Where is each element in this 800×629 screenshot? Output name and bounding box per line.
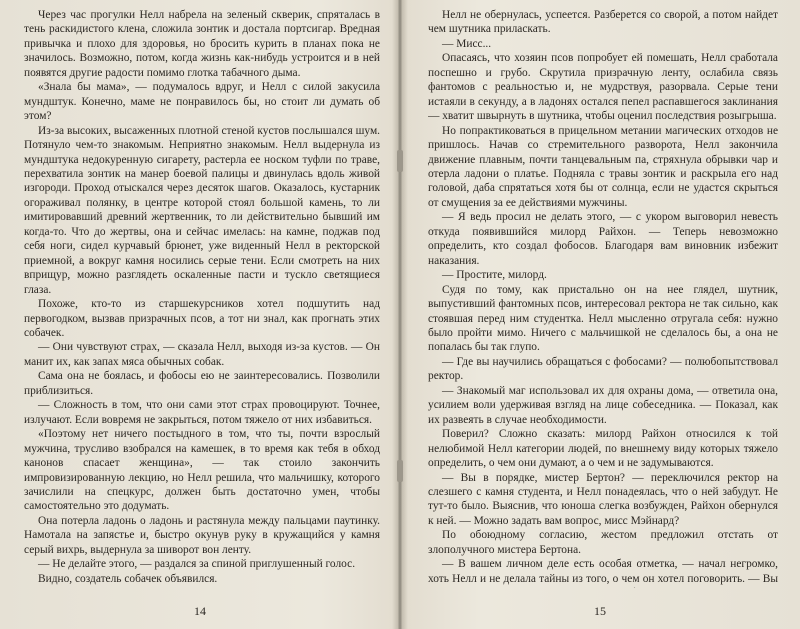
paragraph: Похоже, кто-то из старшекурсников хотел подшутить над первогодком, вызвав призрачных псов, а тот ни знал, как прогнать этих собачек. [24,298,380,339]
paragraph: — Сложность в том, что они сами этот страх провоцируют. Точнее, излучают. Если вовремя не закрыться, потом тяжело от них избавиться. [24,399,380,426]
paragraph: По обоюдному согласию, жестом предложил отстать от злополучного мистера Бертона. [428,529,778,556]
paragraph: — Простите, милорд. [442,269,547,282]
paragraph: Опасаясь, что хозяин псов попробует ей помешать, Нелл сработала поспешно и грубо. Скрутила призрачную ленту, ослабила связь фантомов с реальностью и, не мудрствуя, разорвала. Серые тени истаяли в секунду, а в ладонях остался пепел распавшегося заклинания — хватит швырнуть в шутника, чтобы оценил последствия розыгрыша. [428,52,778,123]
paragraph: «Знала бы мама», — подумалось вдруг, и Нелл с силой закусила мундштук. Конечно, маме не понравилось бы, но стоит ли думать об этом? [24,81,380,123]
paragraph: Сама она не боялась, и фобосы ею не заинтересовались. Позволили приблизиться. [24,370,380,397]
right-page [400,0,800,629]
paragraph: Видно, создатель собачек объявился. [38,572,218,585]
paragraph: — Где вы научились обращаться с фобосами? — полюбопытствовал ректор. [428,355,778,383]
paragraph: Она потерла ладонь о ладонь и растянула между пальцами паутинку. Намотала на запястье и, быстро окунув руку в кружащийся у камня серый вихрь, выдернула за шиворот вон ленту. [24,514,380,556]
paragraph: Судя по тому, как пристально он на нее глядел, шутник, выпустивший фантомных псов, интересовал ректора не так сильно, как стоявшая перед ним студентка. Нелл мысленно отругала себя: нужно было пройти мимо. Ничего с мальчишкой не сделалось бы, а она не попалась бы так глупо. [428,283,778,354]
paragraph: — Они чувствуют страх, — сказала Нелл, выходя из-за кустов. — Он манит их, как запах мяса обычных собак. [24,341,380,368]
left-page-text [24,8,380,588]
paragraph: — Я ведь просил не делать этого, — с укором выговорил невесть откуда появившийся милорд Райхон. — Теперь невозможно определить, кто создал фобосов. Благодаря вам виновник избежит наказания. [428,211,778,267]
paragraph: — В вашем личном деле есть особая отметка, — начал негромко, хоть Нелл и не делала тайны из того, о чем он хотел поговорить. — Вы [428,558,778,585]
page-number: 14 [194,604,206,618]
paragraph: «Поэтому нет ничего постыдного в том, что ты, почти взрослый мужчина, трусливо взобрался на камешек, в то время как тебя в обход канонов спасает женщина», — так стоило закончить импровизированную лекцию, но Нелл решила, что мальчишку, которого зачислили на спецкурс, должен быть достаточно умен, чтобы самостоятельно это додумать. [24,428,380,513]
paragraph: Но попрактиковаться в прицельном метании магических отходов не пришлось. Начав со стремительного разворота, Нелл закончила движение плавным, почти танцевальным па, стряхнула обрывки чар и отерла ладони о платье. Подняла с травы зонтик и раскрыла его над головой, даба спрятаться хотя бы от солнца, если не удастся скрыться от смущения за ее действиями мужчины. [428,124,778,209]
right-page-text [428,8,778,588]
paragraph: — Знакомый маг использовал их для охраны дома, — ответила она, усилием воли удерживая взгляд на лице собеседника. — Показал, как их развеять в случае необходимости. [428,384,778,426]
paragraph: Из-за высоких, высаженных плотной стеной кустов послышался шум. Потянуло чем-то знакомым. Неприятно знакомым. Нелл выдернула из мундштука недокуренную сигарету, растерла ее носком туфли по траве, перехватила зонтик на манер боевой палицы и двинулась вдоль живой изгороди. Проход отыскался через десяток шагов. Оказалось, кустарник огораживал полянку, в центре которой стоял большой камень, то ли имитировавший древний жертвенник, то ли действительно бывший им когда-то. Что до жертвы, она и сейчас имелась: на камне, поджав под себя ноги, сидел курчавый брюнет, уже виденный Нелл в ректорской приемной, а вокруг камня носились серые тени. Если смотреть на них вприщур, можно разглядеть оскаленные пасти и тускло светящиеся глаза. [24,124,380,296]
paragraph: — Мисс... [442,37,492,50]
paragraph: Нелл не обернулась, успеется. Разберется со сворой, а потом найдет чем шутника приласкать. [428,9,778,36]
staple [397,150,403,172]
paragraph: Через час прогулки Нелл набрела на зеленый скверик, спряталась в тень раскидистого клена, сложила зонтик и достала портсигар. Вредная привычка и плохо для здоровья, но бросить курить в планах пока не значилось. Возможно, потом, когда жизнь как-нибудь устроится и в ней появятся другие радости помимо глотка табачного дыма. [24,9,380,79]
paragraph: — Вы в порядке, мистер Бертон? — переключился ректор на слезшего с камня студента, и Нелл понадеялась, что о ней забудут. Не тут-то было. Выяснив, что юноша слегка возбужден, Райхон обернулся к ней. — Можно задать вам вопрос, мисс Мэйнард? [428,471,778,527]
paragraph: Поверил? Сложно сказать: милорд Райхон относился к той нелюбимой Нелл категории людей, по внешнему виду которых тяжело определить, о чем они думают, а о чем и не задумываются. [428,428,778,470]
paragraph: — Не делайте этого, — раздался за спиной приглушенный голос. [38,558,356,571]
page-number: 15 [594,604,606,618]
book-spine [398,0,402,629]
staple [397,460,403,482]
